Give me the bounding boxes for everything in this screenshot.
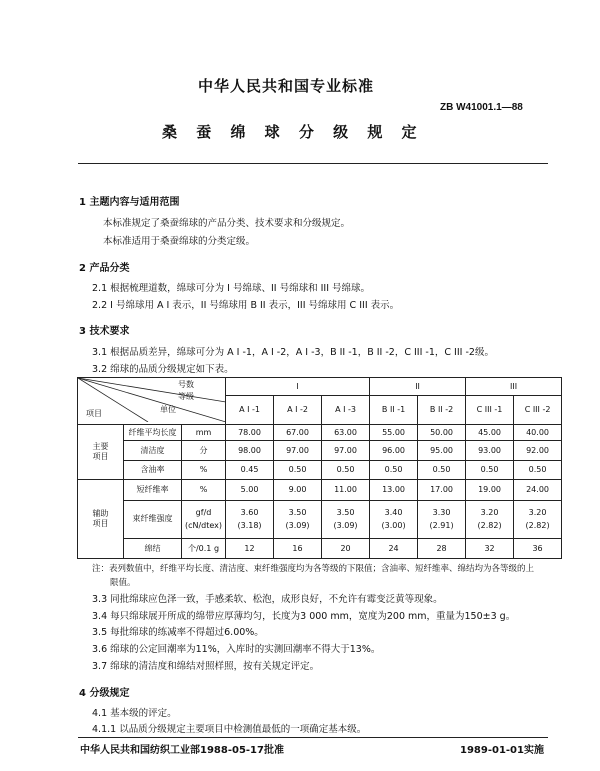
value-cell: 55.00 <box>370 424 418 441</box>
section-3-title: 3 技术要求 <box>79 326 130 337</box>
standard-number: ZB W41001.1—88 <box>440 102 523 113</box>
value-cell: 0.50 <box>274 460 322 479</box>
value-cell: 67.00 <box>274 424 322 441</box>
value-cell: 9.00 <box>274 479 322 500</box>
value-secondary: (3.09) <box>333 521 358 531</box>
value-cell: 40.00 <box>514 424 562 441</box>
value-cell: 24 <box>370 538 418 558</box>
row-unit: 个/0.1 g <box>182 538 226 558</box>
value-cell <box>226 500 274 538</box>
grade-header: A I -2 <box>274 395 322 424</box>
table-corner-cell <box>78 378 226 425</box>
value-cell: 12 <box>226 538 274 558</box>
value-secondary: (3.18) <box>237 521 262 531</box>
row-unit <box>182 500 226 538</box>
clause-3-5: 3.5 每批绵球的练减率不得超过6.00%。 <box>92 627 264 638</box>
grade-header: A I -3 <box>322 395 370 424</box>
row-unit: 分 <box>182 441 226 460</box>
clause-3-6: 3.6 绵球的公定回潮率为11%，入库时的实测回潮率不得大于13%。 <box>92 644 381 655</box>
table-note-line-2: 限值。 <box>110 578 136 588</box>
value-cell: 96.00 <box>370 441 418 460</box>
row-name: 纤维平均长度 <box>124 424 182 441</box>
row-name: 绵结 <box>124 538 182 558</box>
value-primary: 3.40 <box>384 507 403 517</box>
value-cell: 92.00 <box>514 441 562 460</box>
value-secondary: (2.91) <box>429 521 454 531</box>
table-row <box>78 460 562 479</box>
corner-label-unit: 单位 <box>160 405 176 414</box>
clause-2-1: 2.1 根据梳理道数，绵球可分为 I 号绵球、II 号绵球和 III 号绵球。 <box>92 283 371 294</box>
value-cell: 0.50 <box>370 460 418 479</box>
value-cell: 50.00 <box>418 424 466 441</box>
value-cell: 20 <box>322 538 370 558</box>
effective-date: 1989-01-01实施 <box>460 745 544 756</box>
group-header-2: II <box>370 378 466 396</box>
row-name: 短纤维率 <box>124 479 182 500</box>
value-primary: 3.50 <box>336 507 355 517</box>
value-cell: 36 <box>514 538 562 558</box>
value-cell <box>322 500 370 538</box>
value-cell: 45.00 <box>466 424 514 441</box>
value-primary: 3.50 <box>288 507 307 517</box>
document-title: 桑 蚕 绵 球 分 级 规 定 <box>162 123 424 141</box>
table-row <box>78 441 562 460</box>
grade-table <box>77 377 562 559</box>
corner-label-grade: 等级 <box>178 392 194 401</box>
value-cell <box>370 500 418 538</box>
value-cell: 28 <box>418 538 466 558</box>
clause-4-1: 4.1 基本级的评定。 <box>92 708 177 719</box>
section-1-para-2: 本标准适用于桑蚕绵球的分类定级。 <box>103 236 256 247</box>
value-cell: 0.50 <box>514 460 562 479</box>
group-header-3: III <box>466 378 562 396</box>
value-cell: 11.00 <box>322 479 370 500</box>
unit-secondary: (cN/dtex) <box>184 521 223 531</box>
section-1-para-1: 本标准规定了桑蚕绵球的产品分类、技术要求和分级规定。 <box>103 218 351 229</box>
table-row <box>78 500 562 538</box>
value-primary: 3.60 <box>240 507 259 517</box>
value-cell: 0.50 <box>418 460 466 479</box>
clause-4-1-1: 4.1.1 以品质分级规定主要项目中检测值最低的一项确定基本级。 <box>92 724 367 735</box>
main-items-label: 主要 项目 <box>78 424 124 479</box>
header-rule <box>78 163 548 164</box>
grade-header: C III -1 <box>466 395 514 424</box>
value-cell: 16 <box>274 538 322 558</box>
clause-3-7: 3.7 绵球的清洁度和绵结对照样照，按有关规定评定。 <box>92 661 320 672</box>
corner-label-number: 号数 <box>178 380 194 389</box>
clause-3-2: 3.2 绵球的品质分级规定如下表。 <box>92 364 234 375</box>
value-cell: 5.00 <box>226 479 274 500</box>
table-row <box>78 479 562 500</box>
value-primary: 3.30 <box>432 507 451 517</box>
value-cell: 17.00 <box>418 479 466 500</box>
value-cell: 0.50 <box>322 460 370 479</box>
value-cell: 97.00 <box>274 441 322 460</box>
value-cell: 95.00 <box>418 441 466 460</box>
row-name: 束纤维强度 <box>124 500 182 538</box>
issuing-body: 中华人民共和国专业标准 <box>198 77 375 95</box>
value-cell: 98.00 <box>226 441 274 460</box>
clause-3-3: 3.3 同批绵球应色泽一致，手感柔软、松泡，成形良好，不允许有霉变泛黄等现象。 <box>92 594 443 605</box>
value-cell <box>274 500 322 538</box>
value-secondary: (3.00) <box>381 521 406 531</box>
table-row <box>78 538 562 558</box>
row-name: 清洁度 <box>124 441 182 460</box>
grade-header: B II -2 <box>418 395 466 424</box>
value-cell: 32 <box>466 538 514 558</box>
clause-3-4: 3.4 每只绵球展开所成的绵带应厚薄均匀，长度为3 000 mm，宽度为200 mm，重量为150±3 g。 <box>92 611 516 622</box>
value-cell <box>466 500 514 538</box>
group-header-1: I <box>226 378 370 396</box>
row-unit: % <box>182 479 226 500</box>
value-cell: 78.00 <box>226 424 274 441</box>
grade-header: C III -2 <box>514 395 562 424</box>
clause-3-1: 3.1 根据品质差异，绵球可分为 A I -1，A I -2，A I -3，B II -1，B II -2，C III -1，C III -2级。 <box>92 347 494 358</box>
clause-2-2: 2.2 I 号绵球用 A I 表示，II 号绵球用 B II 表示，III 号绵球用 C III 表示。 <box>92 300 400 311</box>
approval-line: 中华人民共和国纺织工业部1988-05-17批准 <box>80 745 284 756</box>
value-cell: 93.00 <box>466 441 514 460</box>
value-secondary: (2.82) <box>525 521 550 531</box>
unit-primary: gf/d <box>195 507 212 517</box>
section-4-title: 4 分级规定 <box>79 688 130 699</box>
row-unit: mm <box>182 424 226 441</box>
value-cell: 19.00 <box>466 479 514 500</box>
value-secondary: (3.09) <box>285 521 310 531</box>
corner-label-item: 项目 <box>86 409 102 418</box>
value-primary: 3.20 <box>480 507 499 517</box>
value-cell: 0.45 <box>226 460 274 479</box>
table-row <box>78 424 562 441</box>
value-cell <box>418 500 466 538</box>
value-primary: 3.20 <box>528 507 547 517</box>
aux-items-label: 辅助 项目 <box>78 479 124 558</box>
section-1-title: 1 主题内容与适用范围 <box>79 197 180 208</box>
grade-header: A I -1 <box>226 395 274 424</box>
value-cell <box>514 500 562 538</box>
value-cell: 13.00 <box>370 479 418 500</box>
footer-rule <box>78 737 548 738</box>
value-secondary: (2.82) <box>477 521 502 531</box>
section-2-title: 2 产品分类 <box>79 263 130 274</box>
value-cell: 24.00 <box>514 479 562 500</box>
row-name: 含油率 <box>124 460 182 479</box>
value-cell: 97.00 <box>322 441 370 460</box>
row-unit: % <box>182 460 226 479</box>
value-cell: 0.50 <box>466 460 514 479</box>
table-note-line-1: 注：表列数值中，纤维平均长度、清洁度、束纤维强度均为各等级的下限值；含油率、短纤维率、绵结均为各等级的上 <box>92 564 535 574</box>
value-cell: 63.00 <box>322 424 370 441</box>
grade-header: B II -1 <box>370 395 418 424</box>
